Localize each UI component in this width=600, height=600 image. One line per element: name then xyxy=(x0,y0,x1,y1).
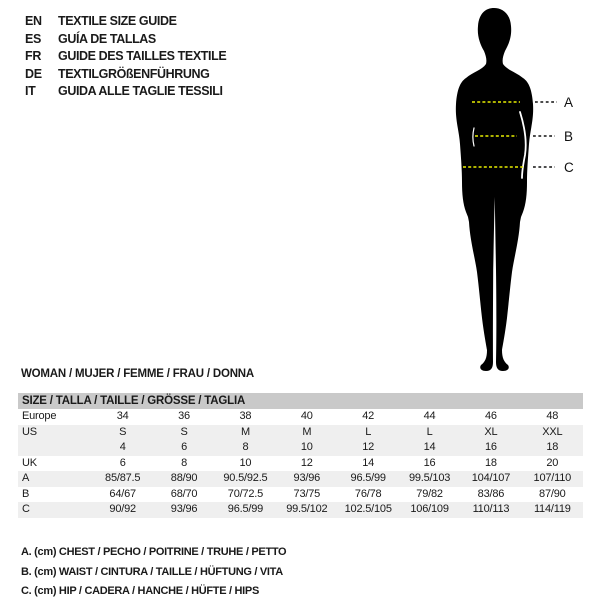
size-value-cell: 68/70 xyxy=(170,487,198,500)
size-value-cell: 10 xyxy=(300,441,313,453)
language-row xyxy=(25,13,226,31)
size-value-cell: 44 xyxy=(423,410,436,422)
size-value-cell: 85/87.5 xyxy=(105,472,141,484)
size-value-cell: 10 xyxy=(239,456,252,469)
size-value-cell: 8 xyxy=(181,456,188,469)
size-value-cell: 34 xyxy=(116,410,129,422)
size-value-cell: 6 xyxy=(119,456,126,469)
size-value-cell: 90.5/92.5 xyxy=(223,472,268,484)
size-value-cell: 40 xyxy=(300,410,313,422)
marker-label-chest: A xyxy=(564,95,574,110)
row-label: B xyxy=(22,487,30,500)
size-value-cell: 99.5/102 xyxy=(286,503,328,515)
size-value-cell: 36 xyxy=(178,410,190,422)
language-title: GUÍA DE TALLAS xyxy=(58,31,156,46)
language-row xyxy=(25,48,226,66)
size-value-cell: 14 xyxy=(423,441,436,453)
size-value-cell: 20 xyxy=(546,456,559,469)
size-value-cell: 76/78 xyxy=(354,487,382,500)
legend-line: C. (cm) HIP / CADERA / HANCHE / HÜFTE / HIPS xyxy=(21,585,259,597)
language-row xyxy=(25,66,226,84)
size-value-cell: 38 xyxy=(239,410,252,422)
size-value-cell: 6 xyxy=(181,441,188,453)
size-value-cell: L xyxy=(426,425,433,438)
size-value-cell: 48 xyxy=(546,410,559,422)
table-row xyxy=(18,502,583,518)
language-block xyxy=(25,13,226,101)
size-value-cell: 8 xyxy=(242,441,249,453)
size-value-cell: 106/109 xyxy=(410,503,449,515)
marker-label-hip: C xyxy=(564,160,574,175)
language-code-label: ES xyxy=(25,31,42,46)
table-row xyxy=(18,425,583,441)
legend-line: A. (cm) CHEST / PECHO / POITRINE / TRUHE / PETTO xyxy=(21,546,287,558)
language-title: GUIDA ALLE TAGLIE TESSILI xyxy=(58,84,223,98)
language-code-label: IT xyxy=(25,84,36,98)
size-value-cell: 110/113 xyxy=(472,503,510,515)
size-value-cell: 12 xyxy=(300,456,313,469)
figure-area xyxy=(440,0,600,375)
size-value-cell: 104/107 xyxy=(471,472,511,484)
row-label: A xyxy=(22,472,30,484)
row-label: US xyxy=(22,425,37,438)
legend-line: B. (cm) WAIST / CINTURA / TAILLE / HÜFTUNG / VITA xyxy=(21,565,283,578)
language-row xyxy=(25,31,226,49)
size-value-cell: 46 xyxy=(485,410,497,422)
table-row xyxy=(18,456,583,472)
size-value-cell: S xyxy=(119,425,127,438)
size-value-cell: XXL xyxy=(542,425,563,438)
table-row xyxy=(18,409,583,425)
size-value-cell: 64/67 xyxy=(109,487,136,500)
woman-silhouette-figure xyxy=(440,0,600,375)
row-label: UK xyxy=(22,456,37,469)
size-value-cell: 79/82 xyxy=(416,487,443,500)
row-label xyxy=(18,440,92,456)
marker-label-waist: B xyxy=(564,129,574,144)
size-value-cell: 14 xyxy=(362,456,375,469)
table-row xyxy=(18,471,583,487)
size-value-cell: 18 xyxy=(485,456,497,469)
language-code-label: FR xyxy=(25,49,42,63)
size-value-cell: 16 xyxy=(423,456,436,469)
size-value-cell: 4 xyxy=(119,441,126,453)
size-value-cell: 73/75 xyxy=(293,487,321,500)
size-value-cell: 70/72.5 xyxy=(227,487,264,500)
table-header: SIZE / TALLA / TAILLE / GRÖSSE / TAGLIA xyxy=(18,393,583,409)
size-value-cell: M xyxy=(240,425,250,438)
size-value-cell: 18 xyxy=(546,441,559,453)
size-value-cell: L xyxy=(365,425,372,438)
size-value-cell: 88/90 xyxy=(170,472,198,484)
language-title: TEXTILGRÖßENFÜHRUNG xyxy=(58,66,210,81)
language-code-label: DE xyxy=(25,66,42,81)
table-body xyxy=(18,409,583,518)
size-value-cell: XL xyxy=(484,425,498,438)
size-value-cell: 12 xyxy=(362,441,375,453)
table-row xyxy=(18,440,583,456)
size-value-cell: 114/119 xyxy=(533,503,571,515)
size-value-cell: 87/90 xyxy=(539,487,566,500)
size-value-cell: 16 xyxy=(485,441,497,453)
woman-silhouette-icon xyxy=(456,8,533,371)
table-row xyxy=(18,487,583,503)
size-value-cell: 83/86 xyxy=(477,487,505,500)
size-value-cell: 90/92 xyxy=(109,503,136,515)
size-table xyxy=(18,393,583,518)
language-title: GUIDE DES TAILLES TEXTILE xyxy=(58,49,227,63)
language-title: TEXTILE SIZE GUIDE xyxy=(58,14,177,28)
size-value-cell: M xyxy=(302,425,312,438)
size-value-cell: 93/96 xyxy=(170,503,198,515)
language-code-label: EN xyxy=(25,14,42,28)
section-title: WOMAN / MUJER / FEMME / FRAU / DONNA xyxy=(21,368,255,380)
size-value-cell: 99.5/103 xyxy=(408,472,451,484)
row-label: C xyxy=(22,503,30,515)
size-value-cell: S xyxy=(180,425,188,438)
language-row xyxy=(25,83,226,101)
size-value-cell: 96.5/99 xyxy=(350,472,386,484)
size-value-cell: 102.5/105 xyxy=(344,503,392,515)
size-value-cell: 93/96 xyxy=(293,472,321,484)
size-value-cell: 96.5/99 xyxy=(227,503,264,515)
row-label: Europe xyxy=(22,410,57,422)
size-value-cell: 42 xyxy=(362,410,375,422)
measurement-legend xyxy=(21,543,286,600)
size-value-cell: 107/110 xyxy=(533,472,572,484)
